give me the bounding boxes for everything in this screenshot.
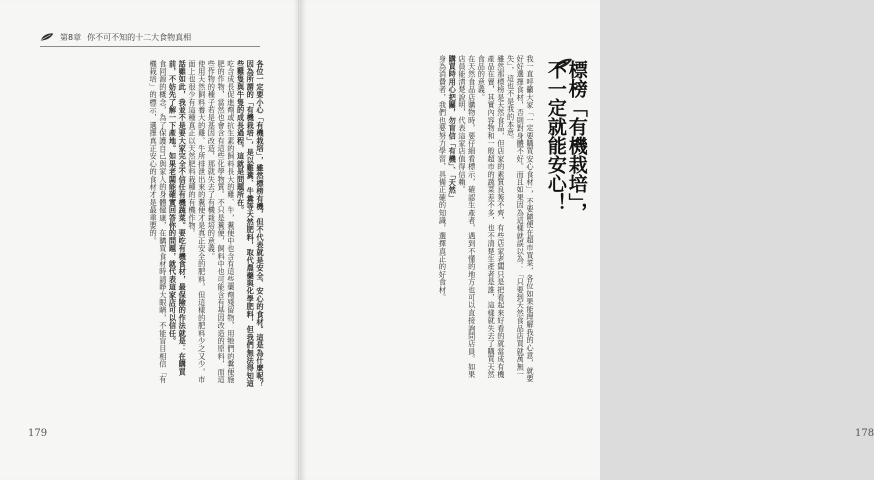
right-subhead: 購買時用心把關，勿盲信「有機」、「天然」 (448, 55, 458, 202)
right-body-text (325, 55, 535, 385)
right-closing: 身為消費者，我們也要努力學習，具備正確的知識，選擇真正的好食材。 (438, 55, 448, 302)
right-paragraph: 我一直呼籲大家「一定要購買安心食材」，不要隨便在超市買菜，各位如果能理解我的心意，就要好好選擇食材，否則對身體不好。而且如果因為這樣就誤以為：「只要到天然食品店買就萬無一失」，這也不是我的本意。 (506, 55, 535, 383)
left-paragraph: 話雖如此，我並不是要大家完全不信任有機蔬菜。要吃有機食材，最保險的作法就是：在購買前，不妨先了解一下產地。如果老闆能確實回答你的問題，就代表這家店可以信任。 (168, 60, 188, 376)
chapter-title: 你不可不知的十二大食物真相 (87, 32, 192, 42)
left-body-text (40, 60, 265, 390)
title-line-1: 標榜「有機栽培」， (565, 60, 588, 222)
chapter-label: 第8章 (60, 32, 82, 42)
left-closing: 食同源的概念，為了保護自己與家人的身體健康，在購買食材時請睜大眼睛，不能盲目相信「有機栽培」的標示，選擇真正安心的食材才是最重要的。 (149, 60, 168, 384)
left-page (0, 0, 300, 480)
title-line-2: 不一定就能安心！ (544, 60, 567, 212)
left-paragraph: 使用天然飼料養大的雞、牛所排泄出來的糞便才是真正安全的肥料，但這樣的肥料少之又少，市面上也很少有這種真正以天然肥料栽種的有機作物。 (187, 60, 207, 384)
running-header (40, 30, 270, 44)
leaf-icon (40, 32, 54, 42)
page-number-left: 179 (28, 428, 48, 439)
right-paragraph: 雖然那標榜是天然食品，但店家的素質良莠不齊，有些店家老闆只是把看起來好看的就當成有機產品在賣，其實內容物和一般超市的蔬菜差不多，也不清楚生產者是誰，這樣就失去了購買天然食品的意義。 (477, 55, 506, 379)
left-paragraph: 各位一定要小心「有機栽培」，雖然標榜有機，但不代表就是安全、安心的食材。這是為什麼呢？因為所謂的「有機栽培」，是以雞糞、牛糞等天然肥料，取代農藥與化學肥料，但我們無法得知這些雞隻與牛隻的成長過程，這就是問題所在。 (236, 60, 265, 388)
page-number-right: 178 (855, 428, 874, 439)
right-paragraph: 在天然食品店購物時，要仔細看標示，確認生產者，遇到不懂的地方也可以直接詢問店員。如果店員能清楚說明，代表這家店值得信賴。 (457, 55, 477, 379)
left-paragraph: 吃含成長促進劑或抗生素的飼料長大的雞、牛，糞便中也含有這些藥劑殘留物，用牠們的糞便施肥的作物，當然也會含有這些化學物質。不只是糞便，飼料中也可能含有基因改造的原料，而這些作物的種子若是基因改造，那就失去了有機栽培的意義。 (207, 60, 236, 384)
header-rule (40, 46, 260, 47)
section-title (545, 60, 587, 222)
